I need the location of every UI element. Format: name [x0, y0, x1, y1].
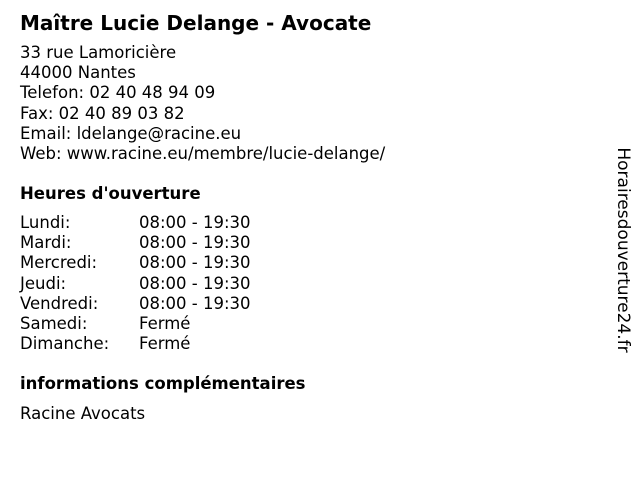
address-street: 33 rue Lamoricière: [20, 43, 177, 62]
hours-day: Samedi:: [20, 313, 88, 333]
additional-info-heading: informations complémentaires: [20, 374, 306, 393]
additional-info-text: Racine Avocats: [20, 404, 146, 423]
hours-time: Fermé: [139, 313, 191, 333]
email-address: Email: ldelange@racine.eu: [20, 123, 242, 143]
hours-time: 08:00 - 19:30: [139, 273, 251, 293]
hours-day: Lundi:: [20, 213, 71, 232]
hours-time: 08:00 - 19:30: [139, 293, 251, 313]
hours-day: Vendredi:: [20, 293, 99, 313]
hours-time: Fermé: [139, 334, 191, 354]
website-address: Web: www.racine.eu/membre/lucie-delange/: [20, 143, 386, 163]
hours-day: Dimanche:: [20, 334, 110, 354]
fax-number: Fax: 02 40 89 03 82: [20, 103, 185, 123]
address-city: 44000 Nantes: [20, 63, 136, 83]
hours-time: 08:00 - 19:30: [139, 233, 251, 253]
hours-day: Mercredi:: [20, 253, 98, 273]
site-watermark: Horairesdouverture24.fr: [613, 147, 633, 353]
contact-block: [20, 43, 385, 164]
hours-time: 08:00 - 19:30: [139, 213, 251, 232]
phone-number: Telefon: 02 40 48 94 09: [20, 83, 216, 103]
hours-time: 08:00 - 19:30: [139, 253, 251, 273]
page-title: Maître Lucie Delange - Avocate: [20, 11, 372, 35]
hours-day: Mardi:: [20, 233, 72, 253]
opening-hours-heading: Heures d'ouverture: [20, 184, 201, 203]
hours-day: Jeudi:: [20, 273, 67, 293]
